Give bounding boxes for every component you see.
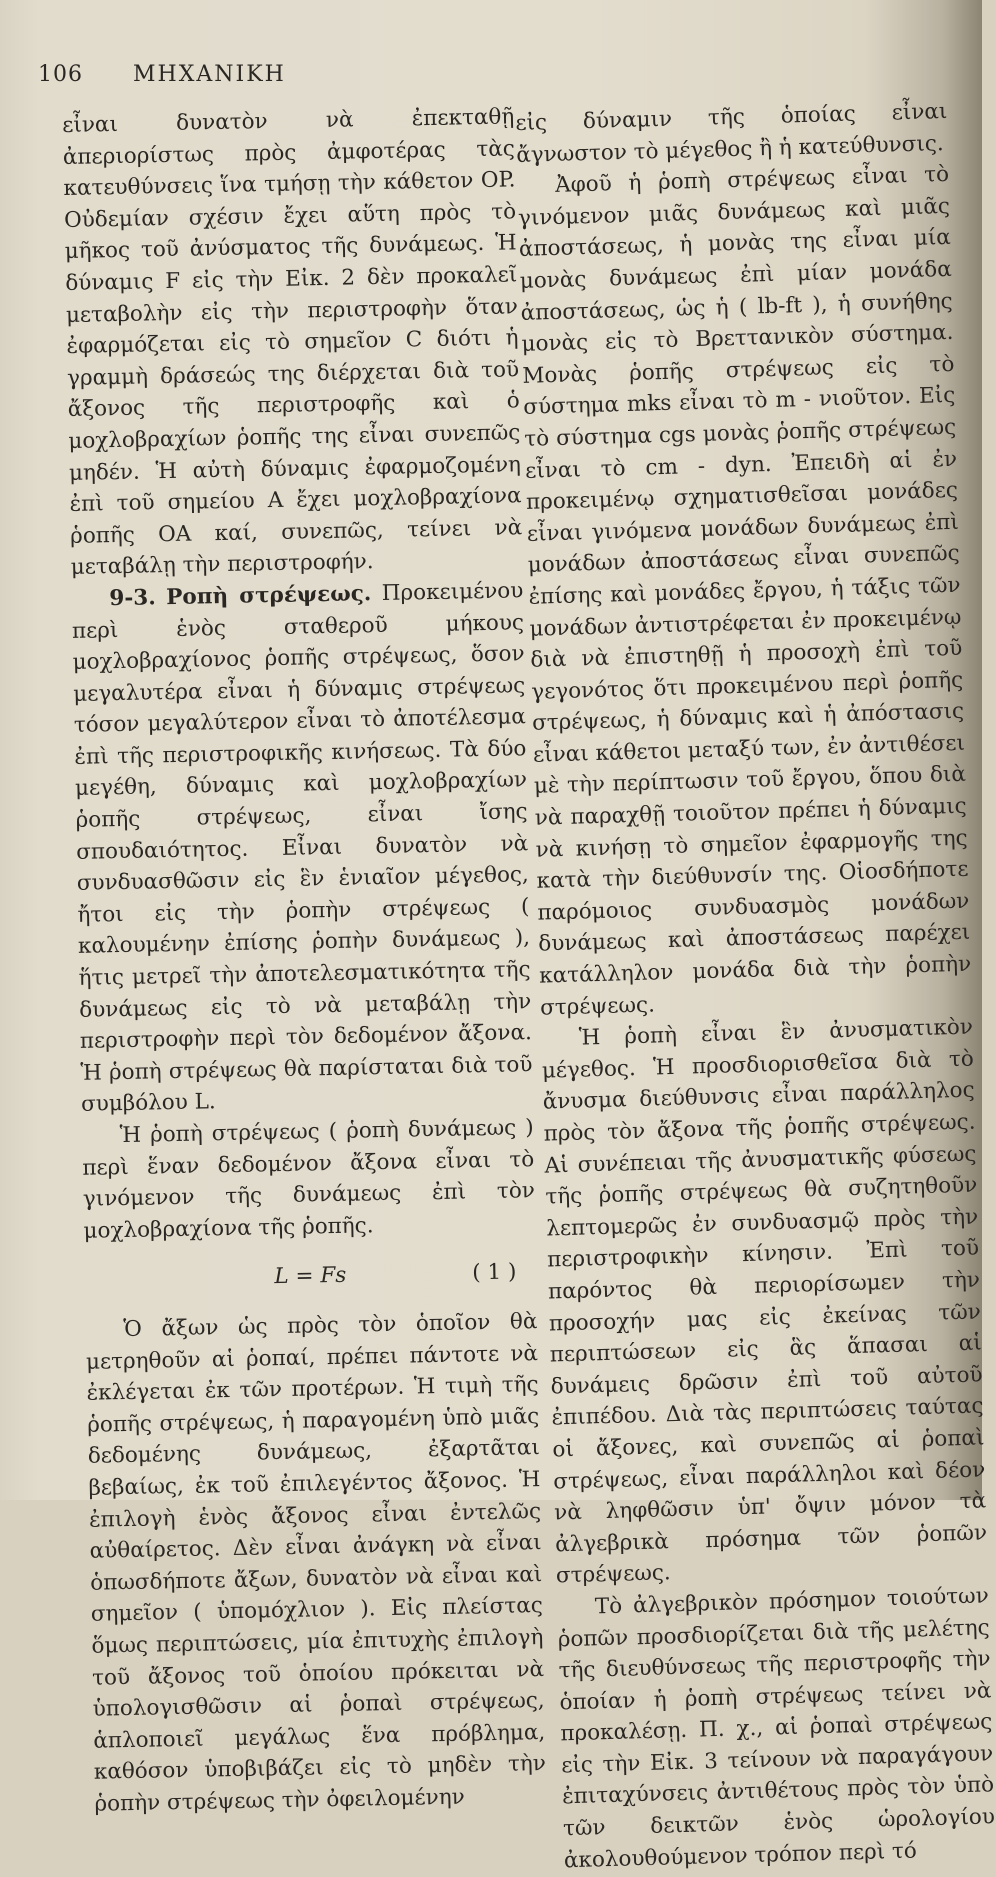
section-text: Προκειμένου περὶ ἑνὸς σταθεροῦ μήκους μοχλοβραχίονος ῥοπῆς στρέψεως, ὅσον μεγαλυτέρα εἶναι ἡ δύναμις στρέψεως τόσον μεγαλύτερον εἶναι τὸ ἀποτέλεσμα ἐπὶ τῆς περιστροφικῆς κινήσεως. Τὰ δύο μεγέθη, δύναμις καὶ μοχλοβραχίων ῥοπῆς στρέψεως, εἶναι ἴσης σπουδαιότητος. Εἶναι δυνατὸν νὰ συνδυασθῶσιν εἰς ἓν ἑνιαῖον μέγεθος, ἤτοι εἰς τὴν ῥοπὴν στρέψεως ( καλουμένην ἐπίσης ῥοπὴν δυνάμεως ), ἥτις μετρεῖ τὴν ἀποτελεσματικότητα τῆς δυνάμεως εἰς τὸ νὰ μεταβάλῃ τὴν περιστροφὴν περὶ τὸν δεδομένον ἄξονα. Ἡ ῥοπὴ στρέψεως θὰ παρίσταται διὰ τοῦ συμβόλου L. xyxy=(71,578,533,1118)
equation: L = Fs xyxy=(274,1263,347,1290)
section-number: 9-3. xyxy=(109,585,156,612)
paragraph: Ὁ ἄξων ὡς πρὸς τὸν ὁποῖον θὰ μετρηθοῦν αἱ ῥοπαί, πρέπει πάντοτε νὰ ἐκλέγεται ἐκ τῶν προτέρων. Ἡ τιμὴ τῆς ῥοπῆς στρέψεως, ἡ παραγομένη ὑπὸ μιᾶς δεδομένης δυνάμεως, ἐξαρτᾶται βεβαίως, ἐκ τοῦ ἐπιλεγέντος ἄξονος. Ἡ ἐπιλογὴ ἑνὸς ἄξονος εἶναι ἐντελῶς αὐθαίρετος. Δὲν εἶναι ἀνάγκη νὰ εἶναι ὁπωσδήποτε ἄξων, δυνατὸν νὰ εἶναι καὶ σημεῖον ( ὑπομόχλιον ). Εἰς πλείστας ὅμως περιπτώσεις, μία ἐπιτυχὴς ἐπιλογὴ τοῦ ἄξονος τοῦ ὁποίου πρόκειται νὰ ὑπολογισθῶσιν αἱ ῥοπαὶ στρέψεως, ἁπλοποιεῖ μεγάλως ἕνα πρόβλημα, καθόσον ὑποβιβάζει εἰς τὸ μηδὲν τὴν ῥοπὴν στρέψεως τὴν ὀφειλομένην xyxy=(85,1309,547,1817)
page-header xyxy=(38,62,498,87)
definition-paragraph: Ἡ ῥοπὴ στρέψεως ( ῥοπὴ δυνάμεως ) περὶ ἕναν δεδομένον ἄξονα εἶναι τὸ γινόμενον τῆς δυνάμεως ἐπὶ τὸν μοχλοβραχίονα τῆς ῥοπῆς. xyxy=(82,1115,536,1244)
section-title: Ροπὴ στρέψεως. xyxy=(165,581,372,610)
right-column xyxy=(515,96,996,1877)
left-column xyxy=(62,101,547,1820)
paragraph: εἶναι δυνατὸν νὰ ἐπεκταθῇ ἀπεριορίστως πρὸς ἀμφοτέρας τὰς κατευθύνσεις ἵνα τμήσῃ τὴν κάθετον OP. Οὐδεμίαν σχέσιν ἔχει αὕτη πρὸς τὸ μῆκος τοῦ ἀνύσματος τῆς δυνάμεως. Ἡ δύναμις F εἰς τὴν Εἰκ. 2 δὲν προκαλεῖ μεταβολὴν εἰς τὴν περιστροφὴν ὅταν ἐφαρμόζεται εἰς τὸ σημεῖον C διότι ἡ γραμμὴ δράσεώς της διέρχεται διὰ τοῦ ἄξονος τῆς περιστροφῆς καὶ ὁ μοχλοβραχίων ῥοπῆς της εἶναι συνεπῶς μηδέν. Ἡ αὐτὴ δύναμις ἐφαρμοζομένη ἐπὶ τοῦ σημείου A ἔχει μοχλοβραχίονα ῥοπῆς OA καί, συνεπῶς, τείνει νὰ μεταβάλῃ τὴν περιστροφήν. xyxy=(62,104,523,581)
paragraph: Ἀφοῦ ἡ ῥοπὴ στρέψεως εἶναι τὸ γινόμενον μιᾶς δυνάμεως καὶ μιᾶς ἀποστάσεως, ἡ μονὰς της εἶναι μία μονὰς δυνάμεως ἐπὶ μίαν μονάδα ἀποστάσεως, ὡς ἡ ( lb-ft ), ἡ συνήθης μονὰς εἰς τὸ Βρεττανικὸν σύστημα. Μονὰς ῥοπῆς στρέψεως εἰς τὸ σύστημα mks εἶναι τὸ m - νιοῦτον. Εἰς τὸ σύστημα cgs μονὰς ῥοπῆς στρέψεως εἶναι τὸ cm - dyn. Ἐπειδὴ αἱ ἐν προκειμένῳ σχηματισθεῖσαι μονάδες εἶναι γινόμενα μονάδων δυνάμεως ἐπὶ μονάδων ἀποστάσεως εἶναι συνεπῶς ἐπίσης καὶ μονάδες ἔργου, ἡ τάξις τῶν μονάδων ἀντιστρέφεται ἐν προκειμένῳ διὰ νὰ ἐπιστηθῇ ἡ προσοχὴ ἐπὶ τοῦ γεγονότος ὅτι προκειμένου περὶ ῥοπῆς στρέψεως, ἡ δύναμις καὶ ἡ ἀπόστασις εἶναι κάθετοι μεταξύ των, ἐν ἀντιθέσει μὲ τὴν περίπτωσιν τοῦ ἔργου, ὅπου διὰ νὰ παραχθῇ τοιοῦτον πρέπει ἡ δύναμις νὰ κινήσῃ τὸ σημεῖον ἐφαρμογῆς της κατὰ τὴν διεύθυνσίν της. Οἱοσδήποτε παρόμοιος συνδυασμὸς μονάδων δυνάμεως καὶ ἀποστάσεως παρέχει κατάλληλον μονάδα διὰ τὴν ῥοπὴν στρέψεως. xyxy=(517,162,972,1021)
equation-row xyxy=(84,1256,537,1296)
equation-number: ( 1 ) xyxy=(472,1259,517,1286)
paragraph: Τὸ ἀλγεβρικὸν πρόσημον τοιούτων ῥοπῶν προσδιορίζεται διὰ τῆς μελέτης τῆς διευθύνσεως τῆς περιστροφῆς τὴν ὁποίαν ἡ ῥοπὴ στρέψεως τείνει νὰ προκαλέσῃ. Π. χ., αἱ ῥοπαὶ στρέψεως εἰς τὴν Εἰκ. 3 τείνουν νὰ παραγάγουν ἐπιταχύνσεις ἀντιθέτους πρὸς τὸν ὑπὸ τῶν δεικτῶν ἑνὸς ὡρολογίου ἀκολουθούμενον τρόπον περὶ τό xyxy=(557,1583,996,1873)
page-number: 106 xyxy=(38,62,83,87)
paragraph: εἰς δύναμιν τῆς ὁποίας εἶναι ἄγνωστον τὸ μέγεθος ἢ ἡ κατεύθυνσις. xyxy=(515,98,948,168)
running-title: ΜΗΧΑΝΙΚΗ xyxy=(133,62,286,87)
paragraph: Ἡ ῥοπὴ εἶναι ἓν ἀνυσματικὸν μέγεθος. Ἡ προσδιορισθεῖσα διὰ τὸ ἄνυσμα διεύθυνσις εἶναι παράλληλος πρὸς τὸν ἄξονα τῆς ῥοπῆς στρέψεως. Αἱ συνέπειαι τῆς ἀνυσματικῆς φύσεως τῆς ῥοπῆς στρέψεως θὰ συζητηθοῦν λεπτομερῶς ἐν συνδυασμῷ πρὸς τὴν περιστροφικὴν κίνησιν. Ἐπὶ τοῦ παρόντος θὰ περιορίσωμεν τὴν προσοχήν μας εἰς ἐκείνας τῶν περιπτώσεων εἰς ἃς ἅπασαι αἱ δυνάμεις δρῶσιν ἐπὶ τοῦ αὐτοῦ ἐπιπέδου. Διὰ τὰς περιπτώσεις ταύτας οἱ ἄξονες, καὶ συνεπῶς αἱ ῥοπαὶ στρέψεως, εἶναι παράλληλοι καὶ δέον νὰ ληφθῶσιν ὑπ' ὄψιν μόνον τὰ ἀλγεβρικὰ πρόσημα τῶν ῥοπῶν στρέψεως. xyxy=(541,1014,988,1589)
section-paragraph xyxy=(71,575,533,1121)
